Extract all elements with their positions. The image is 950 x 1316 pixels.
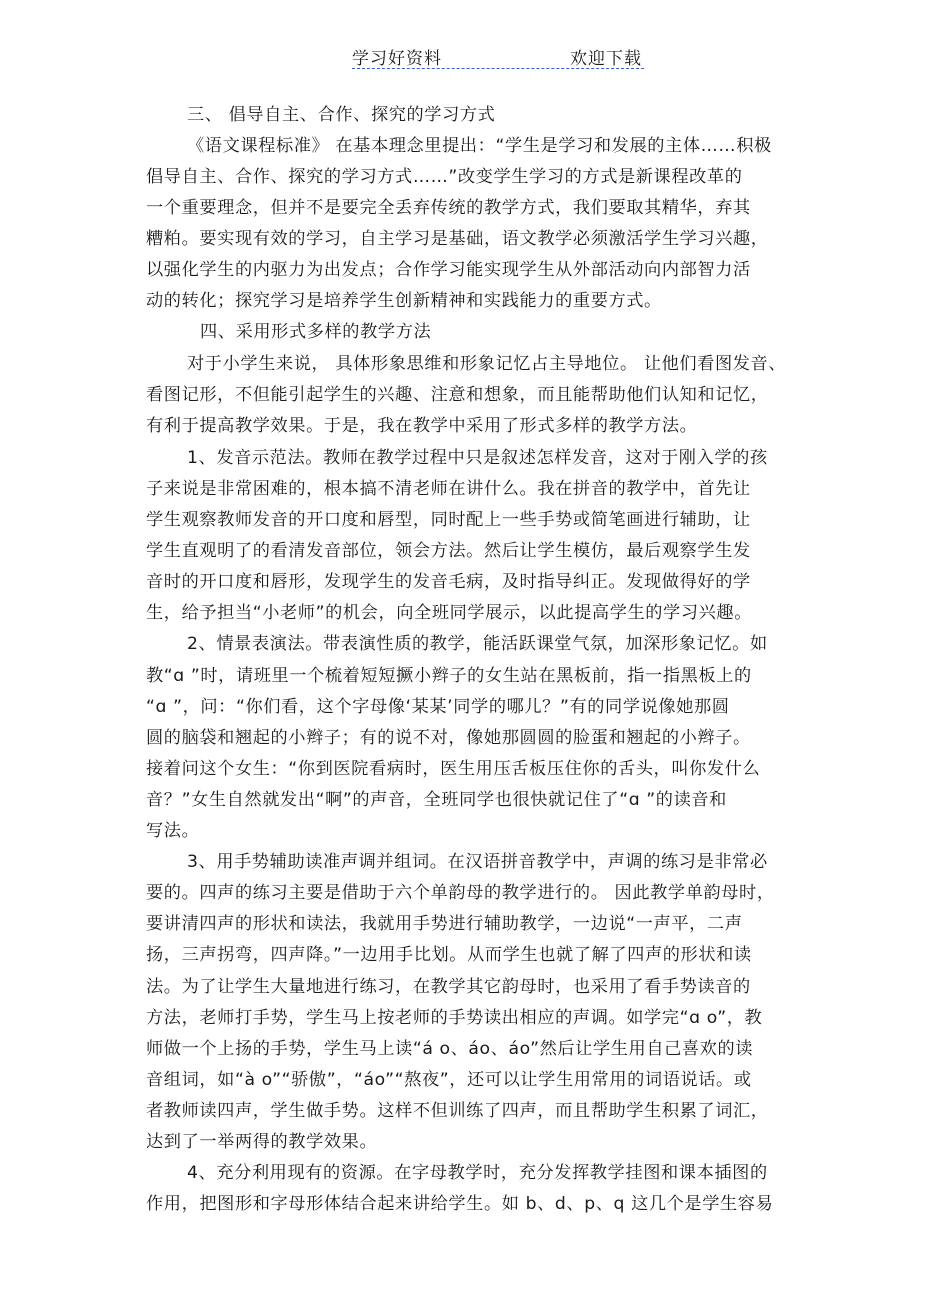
paragraph-line: 学生直观明了的看清发音部位，领会方法。然后让学生模仿，最后观察学生发 <box>146 541 751 561</box>
paragraph-line: 写法。 <box>146 821 200 841</box>
paragraph-line: 圆的脑袋和翘起的小辫子；有的说不对，像她那圆圆的脸蛋和翘起的小辫子。 <box>146 728 751 748</box>
paragraph-line: 学生观察教师发音的开口度和唇型，同时配上一些手势或简笔画进行辅助，让 <box>146 510 751 530</box>
section-heading-3: 三、 倡导自主、合作、探究的学习方式 <box>187 105 496 125</box>
paragraph-line: 糟粕。要实现有效的学习，自主学习是基础，语文教学必须激活学生学习兴趣， <box>146 229 769 249</box>
paragraph-line: 《语文课程标准》 在基本理念里提出：“学生是学习和发展的主体……积极 <box>187 136 772 156</box>
paragraph-line: 1、发音示范法。教师在教学过程中只是叙述怎样发音，这对于刚入学的孩 <box>187 448 768 468</box>
paragraph-line: 师做一个上扬的手势，学生马上读“á o、áo、áo”然后让学生用自己喜欢的读 <box>146 1039 754 1059</box>
paragraph-line: 音组词，如“à o”“骄傲”，“áo”“熬夜”，还可以让学生用常用的词语说话。或 <box>146 1070 752 1090</box>
paragraph-line: 动的转化；探究学习是培养学生创新精神和实践能力的重要方式。 <box>146 291 662 311</box>
paragraph-line: 倡导自主、合作、探究的学习方式……”改变学生学习的方式是新课程改革的 <box>146 167 743 187</box>
page-header <box>352 44 644 74</box>
section-heading-4: 四、采用形式多样的教学方法 <box>200 322 432 342</box>
paragraph-line: 有利于提高教学效果。于是，我在教学中采用了形式多样的教学方法。 <box>146 416 698 436</box>
paragraph-line: 扬，三声拐弯，四声降。”一边用手比划。从而学生也就了解了四声的形状和读 <box>146 945 752 965</box>
paragraph-line: 一个重要理念，但并不是要完全丢弃传统的教学方式，我们要取其精华，弃其 <box>146 198 751 218</box>
paragraph-line: 达到了一举两得的教学效果。 <box>146 1132 378 1152</box>
paragraph-line: 2、情景表演法。带表演性质的教学，能活跃课堂气氛，加深形象记忆。如 <box>187 634 768 654</box>
paragraph-line: 看图记形，不但能引起学生的兴趣、注意和想象，而且能帮助他们认知和记忆， <box>146 385 769 405</box>
paragraph-line: 3、用手势辅助读准声调并组词。在汉语拼音教学中，声调的练习是非常必 <box>187 852 768 872</box>
paragraph-line: 教“ɑ ”时，请班里一个梳着短短撅小辫子的女生站在黑板前，指一指黑板上的 <box>146 666 752 686</box>
header-right-text: 欢迎下载 <box>570 49 642 69</box>
paragraph-line: 以强化学生的内驱力为出发点；合作学习能实现学生从外部活动向内部智力活 <box>146 260 751 280</box>
header-left-text: 学习好资料 <box>352 49 442 69</box>
paragraph-line: 要的。四声的练习主要是借助于六个单韵母的教学进行的。 因此教学单韵母时， <box>146 883 775 903</box>
paragraph-line: 要讲清四声的形状和读法，我就用手势进行辅助教学，一边说“一声平，二声 <box>146 914 743 934</box>
paragraph-line: 方法，老师打手势，学生马上按老师的手势读出相应的声调。如学完“ɑ o”，教 <box>146 1008 763 1028</box>
paragraph-line: 音？”女生自然就发出“啊”的声音，全班同学也很快就记住了“ɑ ”的读音和 <box>146 790 727 810</box>
header-underline <box>352 68 644 69</box>
paragraph-line: 音时的开口度和唇形，发现学生的发音毛病，及时指导纠正。发现做得好的学 <box>146 572 751 592</box>
paragraph-line: 接着问这个女生：“你到医院看病时，医生用压舌板压住你的舌头，叫你发什么 <box>146 759 761 779</box>
paragraph-line: 子来说是非常困难的，根本搞不清老师在讲什么。我在拼音的教学中，首先让 <box>146 479 751 499</box>
paragraph-line: 对于小学生来说， 具体形象思维和形象记忆占主导地位。 让他们看图发音、 <box>187 354 787 374</box>
paragraph-line: 法。为了让学生大量地进行练习，在教学其它韵母时，也采用了看手势读音的 <box>146 977 751 997</box>
paragraph-line: 4、充分利用现有的资源。在字母教学时，充分发挥教学挂图和课本插图的 <box>187 1163 768 1183</box>
paragraph-line: “ɑ ”，问：“你们看，这个字母像‘某某’同学的哪儿？”有的同学说像她那圆 <box>146 697 730 717</box>
paragraph-line: 者教师读四声，学生做手势。这样不但训练了四声，而且帮助学生积累了词汇， <box>146 1101 769 1121</box>
paragraph-line: 作用，把图形和字母形体结合起来讲给学生。如 b、d、p、q 这几个是学生容易 <box>146 1194 774 1214</box>
paragraph-line: 生，给予担当“小老师”的机会，向全班同学展示，以此提高学生的学习兴趣。 <box>146 603 752 623</box>
